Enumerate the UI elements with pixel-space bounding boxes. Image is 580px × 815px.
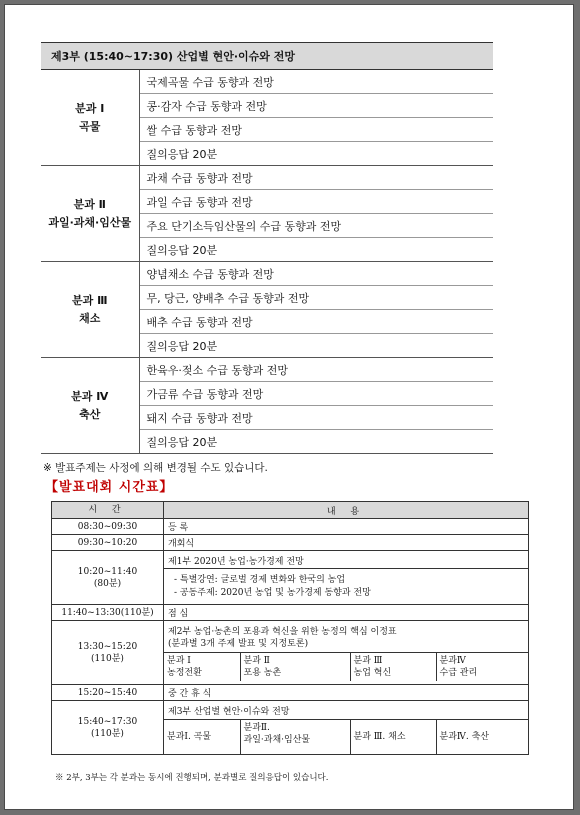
program-item: 과채 수급 동향과 전망 [139, 166, 493, 190]
program-item: 질의응답 20분 [139, 430, 493, 454]
schedule-time: 10:20~11:40 (80분) [52, 551, 164, 605]
subsession: 분과 Ⅱ 포용 농촌 [240, 653, 350, 681]
schedule-time: 15:20~15:40 [52, 685, 164, 701]
subsession: 분과Ⅰ. 곡물 [167, 731, 212, 742]
session2-cell [164, 621, 529, 685]
schedule-time: 11:40~13:30(110분) [52, 605, 164, 621]
session3-header: 제3부 (15:40~17:30) 산업별 현안·이슈와 전망 [41, 43, 493, 70]
subsession: 분과 Ⅲ. 채소 [350, 720, 436, 754]
program-item: 쌀 수급 동향과 전망 [139, 118, 493, 142]
program-item: 양념채소 수급 동향과 전망 [139, 262, 493, 286]
program-item: 한육우·젖소 수급 동향과 전망 [139, 358, 493, 382]
schedule-content: 중 간 휴 식 [164, 685, 529, 701]
schedule-time: 13:30~15:20 (110분) [52, 621, 164, 685]
session3-cell [164, 701, 529, 755]
program-item: 과일 수급 동향과 전망 [139, 190, 493, 214]
schedule-title: 【발표대회 시간표】 [45, 480, 174, 495]
program-item: 질의응답 20분 [139, 142, 493, 166]
session3-title: 제3부 산업별 현안·이슈와 전망 [164, 702, 528, 720]
schedule-content: 점 심 [164, 605, 529, 621]
session3-subsessions [164, 720, 528, 754]
subsession: 분과Ⅱ. 과일·과채·임산물 [240, 720, 350, 754]
schedule-time: 15:40~17:30 (110분) [52, 701, 164, 755]
schedule-content: 개회식 [164, 535, 529, 551]
subsession: 분과Ⅳ 수급 관리 [436, 653, 528, 681]
subsession: 분과 Ⅲ 농업 혁신 [350, 653, 436, 681]
session2-subsessions [164, 653, 528, 681]
document-page [4, 4, 574, 810]
program-item: 콩·감자 수급 동향과 전망 [139, 94, 493, 118]
group-4-label: 분과 Ⅳ 축산 [41, 358, 139, 454]
group-1-label: 분과 Ⅰ 곡물 [41, 70, 139, 166]
schedule-content: 등 록 [164, 519, 529, 535]
content-column-header: 내 용 [164, 502, 529, 519]
session2-subtitle: (분과별 3개 주제 발표 및 지정토론) [168, 639, 309, 649]
subsession: 분과Ⅳ. 축산 [436, 720, 528, 754]
program-item: 돼지 수급 동향과 전망 [139, 406, 493, 430]
special-lecture: - 특별강연: 글로벌 경제 변화와 한국의 농업 [174, 575, 346, 585]
common-topic: - 공동주제: 2020년 농업 및 농가경제 동향과 전망 [174, 588, 371, 598]
session3-program-table [41, 42, 493, 454]
session1-title: 제1부 2020년 농업·농가경제 전망 [164, 552, 528, 569]
program-item: 배추 수급 동향과 전망 [139, 310, 493, 334]
session2-title: 제2부 농업·농촌의 포용과 혁신을 위한 농정의 핵심 이정표 [168, 627, 397, 637]
schedule-footnote: ※ 2부, 3부는 각 분과는 동시에 진행되며, 분과별로 질의응답이 있습니다. [55, 773, 329, 783]
session1-cell [164, 551, 529, 605]
group-2-label: 분과 Ⅱ 과일·과채·임산물 [41, 166, 139, 262]
program-item: 무, 당근, 양배추 수급 동향과 전망 [139, 286, 493, 310]
topic-change-note: ※ 발표주제는 사정에 의해 변경될 수도 있습니다. [43, 462, 268, 474]
subsession: 분과 Ⅰ 농정전환 [167, 656, 202, 678]
program-item: 질의응답 20분 [139, 334, 493, 358]
group-3-label: 분과 Ⅲ 채소 [41, 262, 139, 358]
program-item: 주요 단기소득임산물의 수급 동향과 전망 [139, 214, 493, 238]
schedule-table [51, 501, 529, 755]
schedule-time: 09:30~10:20 [52, 535, 164, 551]
time-column-header: 시 간 [52, 502, 164, 519]
program-item: 질의응답 20분 [139, 238, 493, 262]
schedule-time: 08:30~09:30 [52, 519, 164, 535]
program-item: 국제곡물 수급 동향과 전망 [139, 70, 493, 94]
program-item: 가금류 수급 동향과 전망 [139, 382, 493, 406]
